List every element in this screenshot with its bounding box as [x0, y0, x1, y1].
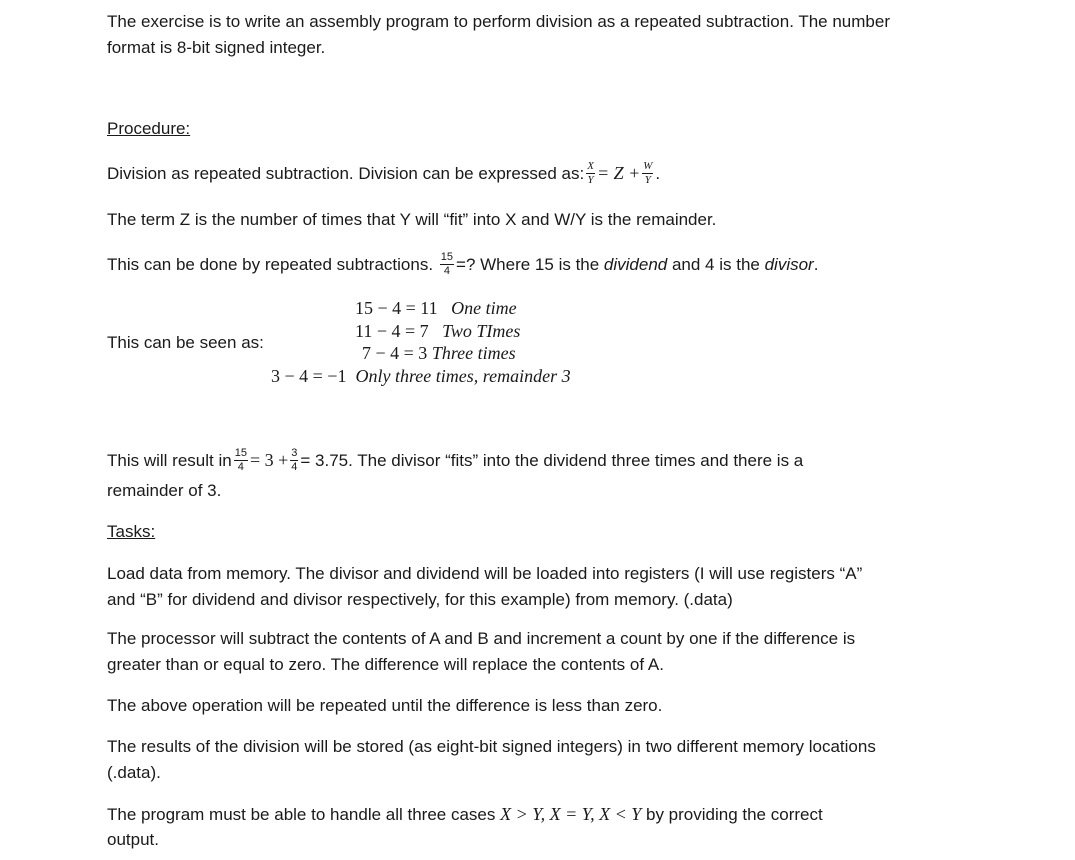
task-2-line-2: greater than or equal to zero. The difference will replace the contents of A.	[107, 655, 664, 674]
repeated-subtraction-line: This can be done by repeated subtractions. $\frac{15}{4}$ =? Where 15 is the dividend and 4 is the divisor.	[107, 251, 819, 278]
division-formula-line: Division as repeated subtraction. Division can be expressed as: $\frac{X}{Y}$ = Z + $\frac{W}{Y}$ .	[107, 160, 661, 187]
task-1-line-1: Load data from memory. The divisor and dividend will be loaded into registers (I will use registers “A”	[107, 564, 863, 583]
step-3: 7 − 4 = 3 Three times	[362, 343, 516, 363]
result-line-2: remainder of 3.	[107, 481, 222, 500]
seen-as-label: This can be seen as:	[107, 333, 264, 352]
task-4-line-1: The results of the division will be stored (as eight-bit signed integers) in two different memory locations	[107, 737, 876, 756]
step-4: 3 − 4 = −1 Only three times, remainder 3	[271, 366, 571, 386]
task-1-line-2: and “B” for dividend and divisor respectively, for this example) from memory. (.data)	[107, 590, 733, 609]
task-2-line-1: The processor will subtract the contents of A and B and increment a count by one if the difference is	[107, 629, 856, 648]
intro-line-2: format is 8-bit signed integer.	[107, 38, 326, 57]
step-1: 15 − 4 = 11 One time	[355, 298, 517, 318]
dividend-term: dividend	[603, 255, 668, 274]
division-text: Division as repeated subtraction. Division can be expressed as:	[107, 164, 585, 183]
procedure-heading: Procedure:	[107, 119, 191, 138]
tasks-heading: Tasks:	[107, 522, 156, 541]
x-over-y-fraction: $\frac{X}{Y}$	[587, 160, 594, 187]
task-5-line-2: output.	[107, 830, 159, 849]
task-3: The above operation will be repeated until the difference is less than zero.	[107, 696, 663, 715]
step-2: 11 − 4 = 7 Two TImes	[355, 321, 521, 341]
fifteen-over-four-result-fraction: $\frac{15}{4}$	[234, 447, 247, 474]
result-line-1: This will result in $\frac{15}{4}$ = 3 + $\frac{3}{4}$ = 3.75. The divisor “fits” into the dividend three times and there is a	[107, 447, 804, 474]
equals-z-plus: = Z +	[596, 163, 641, 183]
w-over-y-fraction: $\frac{W}{Y}$	[643, 160, 653, 187]
cases-math: X > Y, X = Y, X < Y	[500, 804, 642, 824]
fifteen-over-four-fraction: $\frac{15}{4}$	[440, 251, 454, 278]
task-5-line-1: The program must be able to handle all three cases X > Y, X = Y, X < Y by providing the correct	[107, 804, 823, 824]
divisor-term: divisor	[764, 255, 814, 274]
intro-line-1: The exercise is to write an assembly program to perform division as a repeated subtraction. The number	[107, 12, 890, 31]
three-over-four-fraction: $\frac{3}{4}$	[291, 447, 298, 474]
task-4-line-2: (.data).	[107, 763, 161, 782]
term-explanation: The term Z is the number of times that Y will “fit” into X and W/Y is the remainder.	[107, 210, 717, 229]
